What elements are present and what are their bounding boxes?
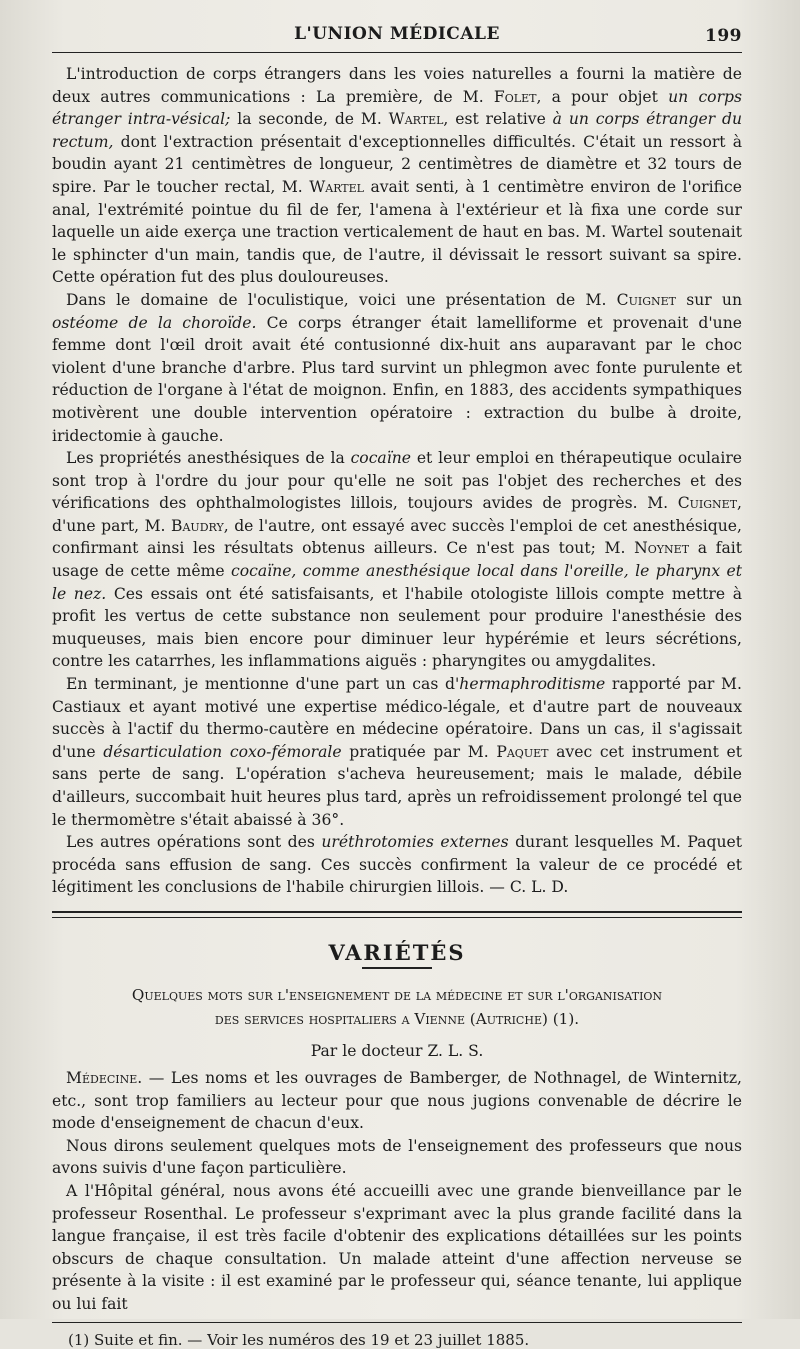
article-title [52, 983, 742, 1031]
footnote-rule [52, 1322, 742, 1323]
text-run: A l'Hôpital général, nous avons été accueilli avec une grande bienveillance par le professeur Rosenthal. Le professeur s'exprimant avec la plus grande facilité dans la langue française, il est très facile d'obtenir des explications détaillées sur les points obscurs de chaque consultation. Un malade atteint d'une affection nerveuse se présente à la visite : il est examiné par le professeur qui, séance tenante, lui applique ou lui fait [52, 1181, 742, 1313]
small-caps-name: Cuignet [677, 494, 738, 513]
text-run: Dans le domaine de l'oculistique, voici une présentation de M. [66, 290, 617, 309]
article-title-line: des services hospitaliers a Vienne (Autriche) (1). [214, 1009, 580, 1028]
paragraph [52, 289, 742, 447]
italic-run: cocaïne [350, 449, 411, 468]
header-rule [52, 52, 742, 53]
italic-run: uréthrotomies externes [321, 833, 509, 852]
text-run: pratiquée par M. [341, 742, 497, 761]
text-run: Les autres opérations sont des [66, 833, 322, 852]
paragraph [52, 1067, 742, 1135]
text-run: avait senti, à 1 centimètre environ de l'orifice anal, l'extrémité pointue du fil de fer, l'amena à l'extérieur et là fixa une corde sur laquelle un aide exerça une traction verticalement de haut en bas. M. Wartel soutenait le sphincter d'un main, tandis que, de l'autre, il dévissait le ressort suivant sa spire. Cette opération fut des plus douloureuses. [52, 177, 742, 287]
paragraph [52, 673, 742, 831]
italic-run: désarticulation coxo-fémorale [103, 742, 342, 761]
section-separator [52, 911, 742, 918]
italic-run: hermaphroditisme [459, 675, 606, 694]
section-title-rule [362, 967, 432, 969]
text-run: avec cet instrument et sans perte de sang. L'opération s'acheva heureusement; mais le malade, débile d'ailleurs, succombait huit heures plus tard, après un refroidissement prolongé tel que le thermomètre s'était abaissé à 36°. [52, 742, 742, 829]
paragraph [52, 1180, 742, 1316]
running-head [52, 18, 742, 52]
text-run: Ces essais ont été satisfaisants, et l'habile otologiste lillois compte mettre à profit les vertus de cette substance non seulement pour produire l'anesthésie des muqueuses, mais bien encore pour diminuer leur hypérémie et leurs sécrétions, contre les catarrhes, les inflammations aiguës : pharyngites ou amygdalites. [52, 584, 742, 671]
text-run: Les propriétés anesthésiques de la [66, 449, 351, 468]
page-number: 199 [705, 26, 742, 46]
text-run: a fait usage de cette même [52, 539, 742, 581]
paragraph [52, 831, 742, 899]
small-caps-name: Wartel [309, 177, 364, 196]
byline: Par le docteur Z. L. S. [310, 1041, 484, 1060]
text-run: Ce corps étranger était lamelliforme et provenait d'une femme dont l'œil droit avait été contusionné dix-huit ans auparavant par le choc violent d'une branche d'arbre. Plus tard survint un phlegmon avec fonte purulente et réduction de l'organe à l'état de moignon. Enfin, en 1883, des accidents sympathiques motivèrent une double intervention opératoire : extraction du bulbe à droite, iridectomie à gauche. [52, 313, 742, 445]
text-run: — Les noms et les ouvrages de Bamberger, de Nothnagel, de Winternitz, etc., sont trop familiers au lecteur pour que nous jugions convenable de décrire le mode d'enseignement de chacun d'eux. [52, 1068, 742, 1133]
italic-run: cocaïne, comme anesthésique local dans l'oreille, le pharynx et le nez. [52, 562, 742, 603]
text-run: et leur emploi en thérapeutique oculaire sont trop à l'ordre du jour pour qu'elle ne soit pas l'objet des recherches et des vérifications des ophthalmologistes lillois, toujours avides de progrès. M. [52, 449, 742, 513]
article-continuation [52, 63, 742, 899]
text-run: , d'une part, M. [52, 494, 742, 535]
small-caps-name: Paquet [496, 742, 549, 761]
text-run: rapporté par M. Castiaux et ayant motivé une expertise médico-légale, et d'autre part de nouveaux succès à l'actif du thermo-cautère en médecine opératoire. Dans un cas, il s'agissait d'une [52, 675, 742, 761]
paragraph [52, 447, 742, 673]
text-run: L'introduction de corps étrangers dans les voies naturelles a fourni la matière de deux autres communications : La première, de M. [52, 65, 742, 106]
text-run: la seconde, de M. [230, 110, 389, 129]
text-run: dont l'extraction présentait d'exceptionnelles difficultés. C'était un ressort à boudin ayant 21 centimètres de longueur, 2 centimètres de diamètre et 32 tours de spire. Par le toucher rectal, M. [52, 132, 742, 196]
article-body [52, 1067, 742, 1316]
text-run: , a pour objet [536, 87, 669, 106]
footnote: (1) Suite et fin. — Voir les numéros des 19 et 23 juillet 1885. [68, 1330, 530, 1349]
italic-run: un corps étranger intra-vésical; [52, 87, 743, 129]
small-caps-name: Baudry [171, 516, 224, 535]
text-run: Nous dirons seulement quelques mots de l'enseignement des professeurs que nous avons suivis d'une façon particulière. [52, 1136, 742, 1178]
text-run: En terminant, je mentionne d'une part un cas d' [66, 675, 460, 694]
paragraph [52, 1135, 742, 1180]
article-title-line: Quelques mots sur l'enseignement de la médecine et sur l'organisation [131, 985, 663, 1004]
italic-run: ostéome de la choroïde. [52, 313, 257, 332]
text-run: , est relative [443, 110, 553, 129]
journal-title: L'UNION MÉDICALE [294, 24, 500, 44]
paragraph [52, 63, 742, 289]
small-caps-name: Noynet [634, 539, 690, 558]
section-title: VARIÉTÉS [328, 939, 466, 965]
small-caps-name: Folet [493, 87, 537, 106]
text-run: durant lesquelles M. Paquet procéda sans effusion de sang. Ces succès confirment la valeur de ce procédé et légitiment les conclusions de l'habile chirurgien lillois. — C. L. D. [52, 833, 742, 897]
italic-run: à un corps étranger du rectum, [52, 110, 742, 151]
small-caps-name: Médecine. [66, 1068, 143, 1087]
small-caps-name: Cuignet [616, 290, 676, 309]
text-run: , de l'autre, ont essayé avec succès l'emploi de cet anesthésique, confirmant ainsi les résultats obtenus ailleurs. Ce n'est pas tout; M. [52, 516, 742, 558]
text-run: sur un [675, 290, 742, 309]
small-caps-name: Wartel [388, 110, 444, 129]
